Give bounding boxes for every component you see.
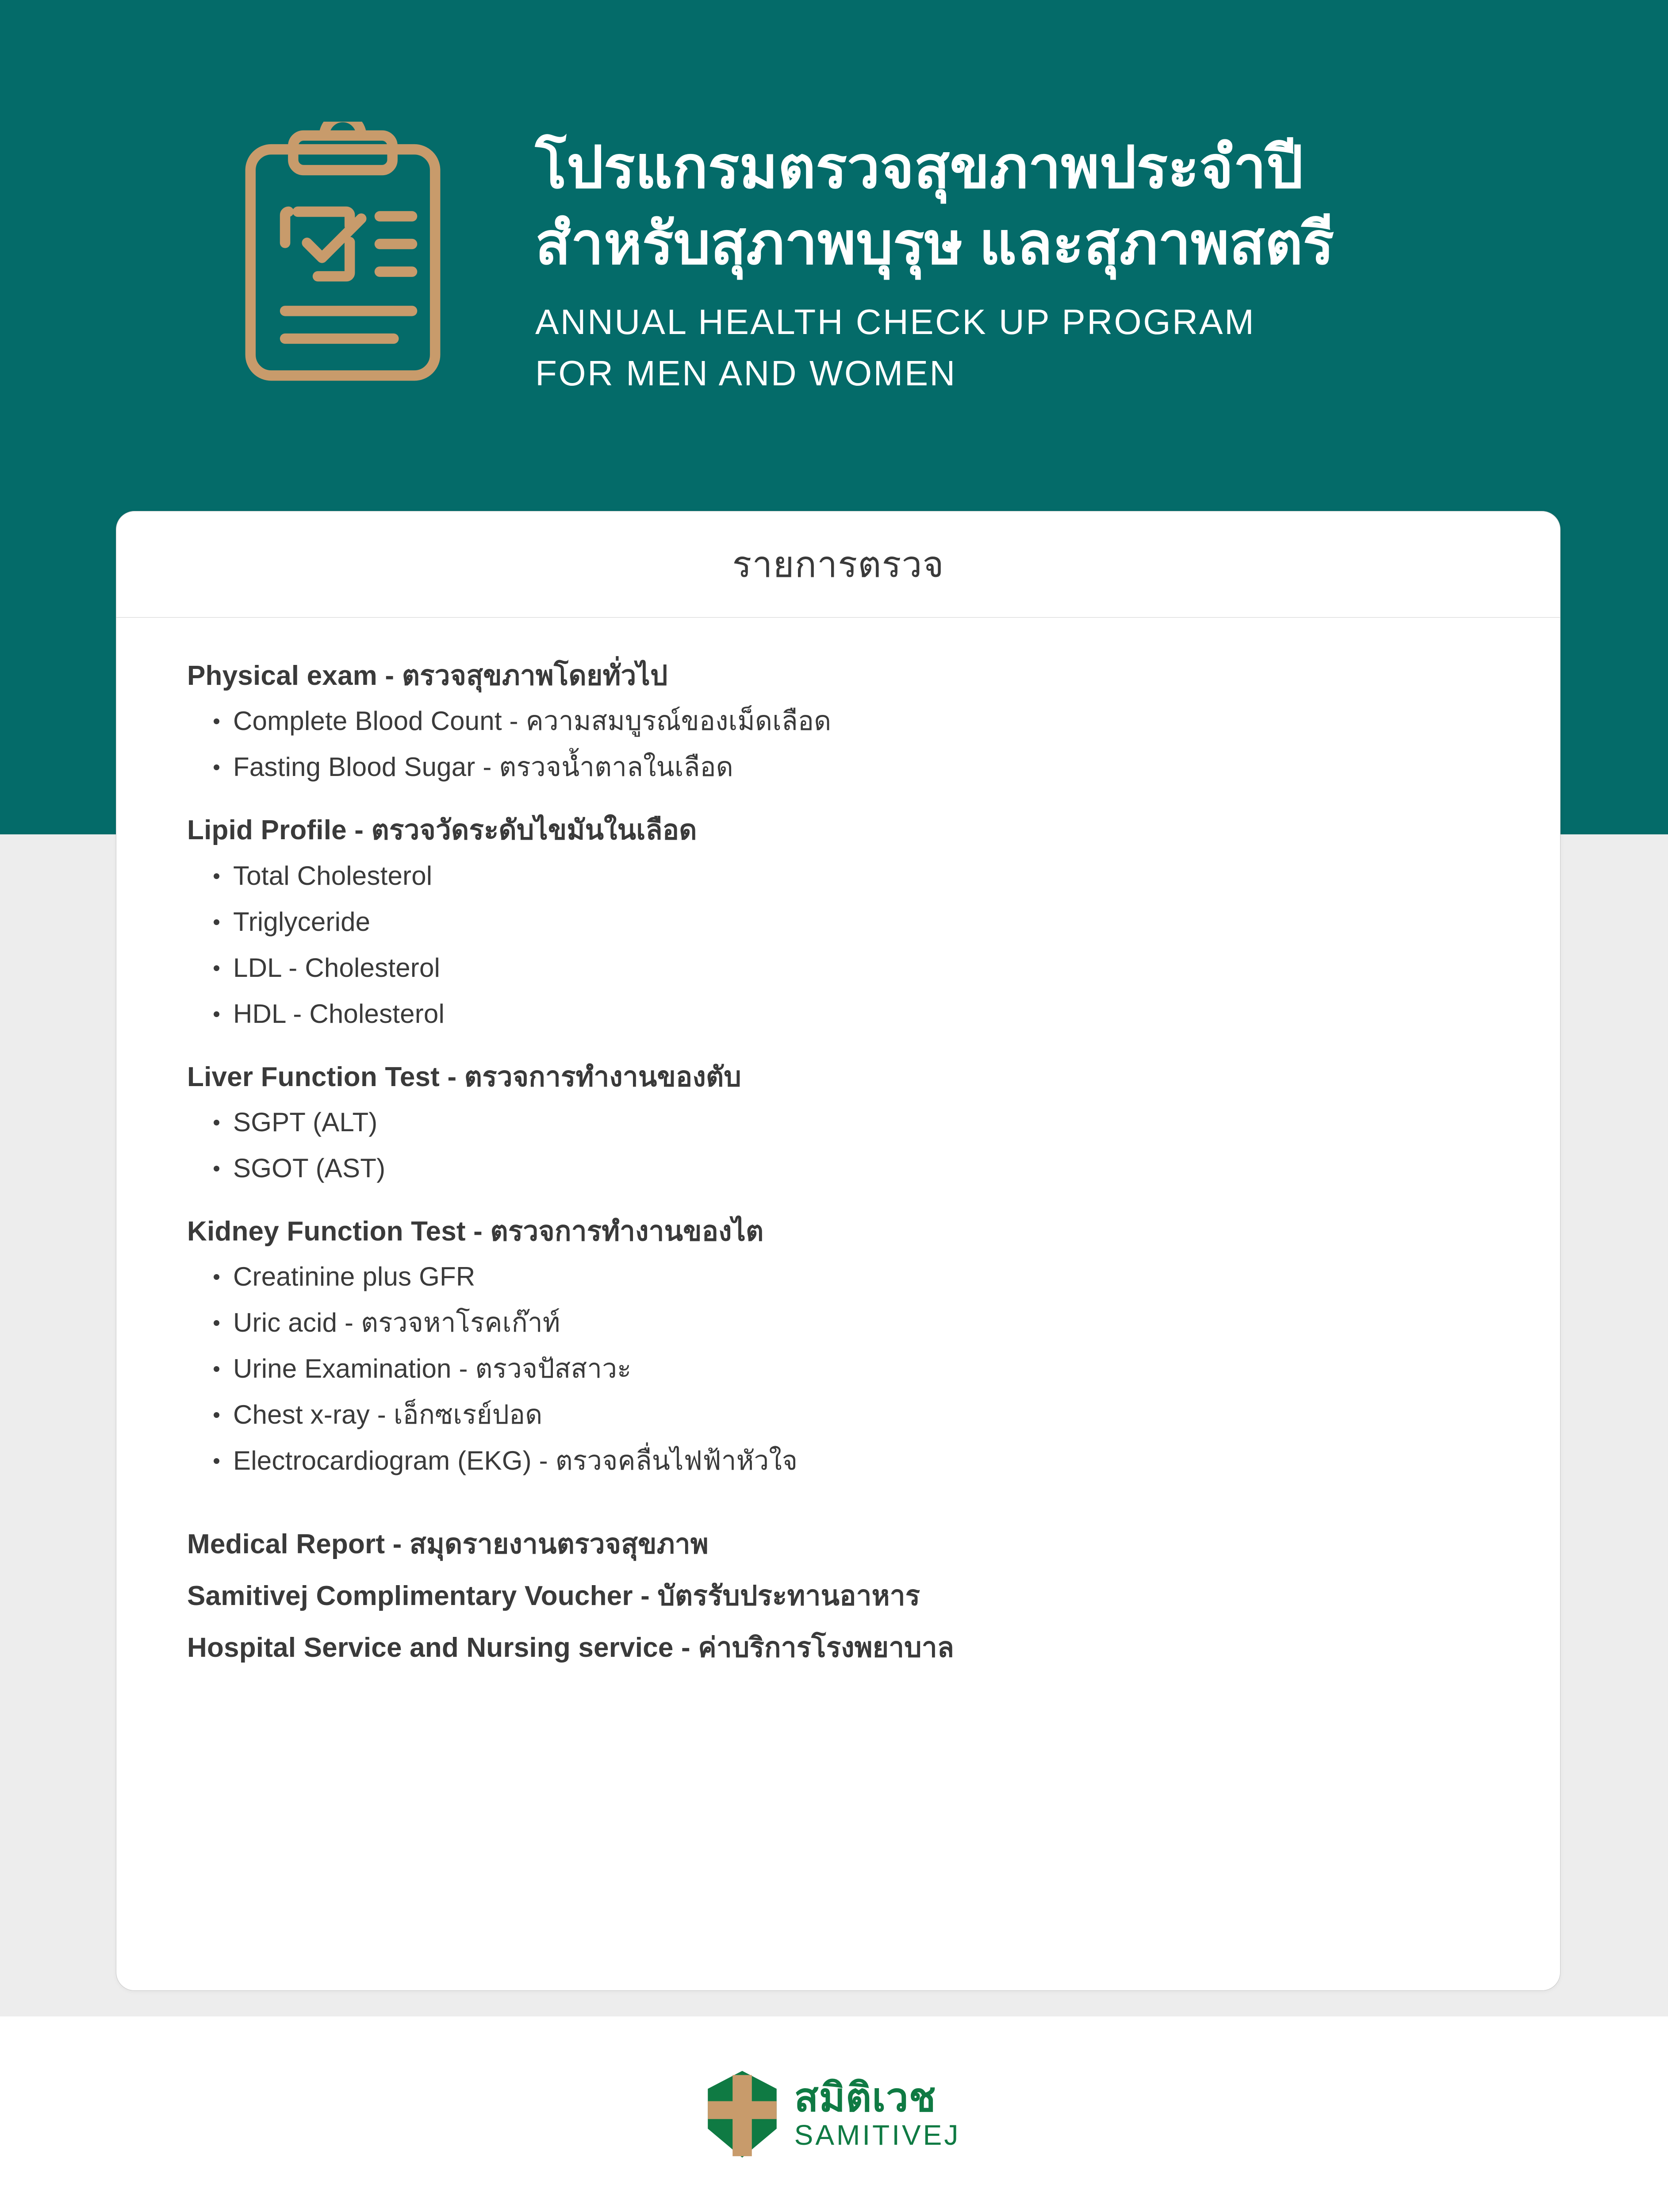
section-heading: Kidney Function Test - ตรวจการทำงานของไต [187, 1216, 764, 1247]
section-item-list [187, 859, 1560, 1031]
card-header-title: รายการตรวจ [732, 544, 944, 585]
section-heading: Physical exam - ตรวจสุขภาพโดยทั่วไป [187, 661, 668, 691]
checkup-list-card [116, 511, 1561, 1991]
samitivej-logo [708, 2071, 961, 2158]
extras-block [187, 1527, 1560, 1666]
list-item: Uric acid - ตรวจหาโรคเก๊าท์ [214, 1306, 1560, 1340]
list-item: Urine Examination - ตรวจปัสสาวะ [214, 1352, 1560, 1386]
extra-line-hospital-service: Hospital Service and Nursing service - ค่าบริการโรงพยาบาล [187, 1632, 955, 1663]
list-item: Creatinine plus GFR [214, 1260, 1560, 1294]
section-item-list [187, 1105, 1560, 1186]
section-kidney-function-test [187, 1214, 1560, 1478]
card-header [116, 511, 1560, 618]
subtitle-english-line-1: ANNUAL HEALTH CHECK UP PROGRAM [535, 302, 1256, 342]
extra-line-complimentary-voucher: Samitivej Complimentary Voucher - บัตรรับประทานอาหาร [187, 1581, 920, 1612]
header-text-block [535, 113, 1334, 399]
list-item: Total Cholesterol [214, 859, 1560, 893]
list-item: Fasting Blood Sugar - ตรวจน้ำตาลในเลือด [214, 750, 1560, 784]
samitivej-logo-text [794, 2078, 961, 2150]
logo-name-english: SAMITIVEJ [794, 2119, 961, 2151]
title-thai-line-1: โปรแกรมตรวจสุขภาพประจำปี [535, 135, 1304, 200]
extra-line-medical-report: Medical Report - สมุดรายงานตรวจสุขภาพ [187, 1529, 709, 1560]
section-heading: Liver Function Test - ตรวจการทำงานของตับ [187, 1061, 741, 1092]
list-item: LDL - Cholesterol [214, 951, 1560, 985]
list-item: SGPT (ALT) [214, 1105, 1560, 1140]
header [0, 0, 1668, 511]
section-item-list [187, 704, 1560, 784]
card-body [116, 618, 1560, 1666]
section-liver-function-test [187, 1060, 1560, 1186]
list-item: Chest x-ray - เอ็กซเรย์ปอด [214, 1398, 1560, 1432]
list-item: Complete Blood Count - ความสมบูรณ์ของเม็ดเลือด [214, 704, 1560, 738]
section-item-list [187, 1260, 1560, 1478]
clipboard-checklist-icon [239, 122, 447, 387]
samitivej-cross-logo-icon [708, 2071, 777, 2158]
footer [0, 2016, 1668, 2212]
logo-name-thai: สมิติเวช [794, 2076, 936, 2120]
list-item: Triglyceride [214, 905, 1560, 939]
section-heading: Lipid Profile - ตรวจวัดระดับไขมันในเลือด [187, 815, 697, 846]
subtitle-english-line-2: FOR MEN AND WOMEN [535, 353, 957, 393]
list-item: Electrocardiogram (EKG) - ตรวจคลื่นไฟฟ้าหัวใจ [214, 1444, 1560, 1478]
list-item: SGOT (AST) [214, 1151, 1560, 1186]
section-lipid-profile [187, 813, 1560, 1031]
section-physical-exam [187, 658, 1560, 784]
list-item: HDL - Cholesterol [214, 997, 1560, 1031]
title-thai-line-2: สำหรับสุภาพบุรุษ และสุภาพสตรี [535, 211, 1334, 276]
